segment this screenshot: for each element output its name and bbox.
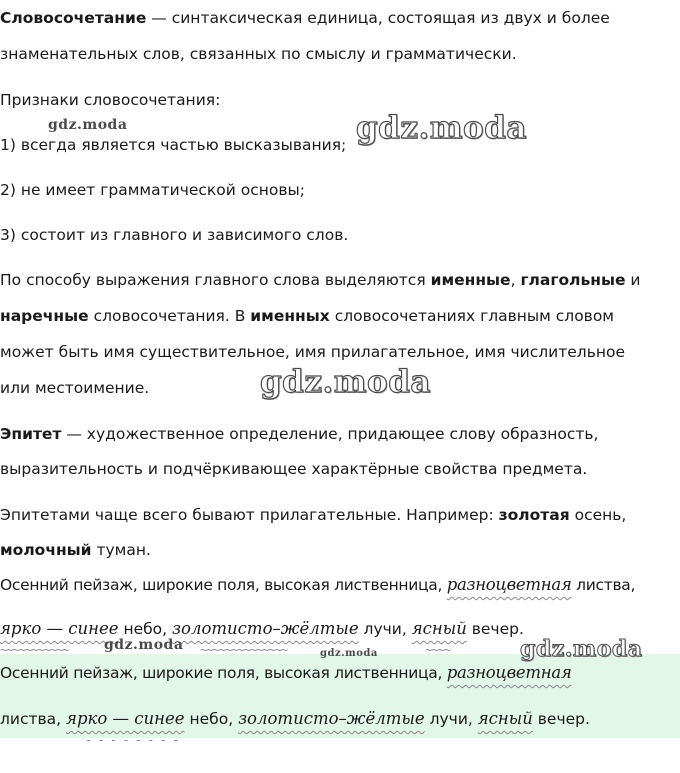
- squiggle-decoration: - - - - - - - -: [85, 733, 179, 747]
- watermark-logo: gdz.moda: [320, 648, 378, 659]
- epithet-underlined: ярко — синее: [0, 619, 119, 638]
- epithet-example-line-2: молочный туман.: [0, 541, 151, 559]
- squiggle-decoration: ~~~~~~~~~~~~~~: [200, 643, 288, 657]
- example-milky: молочный: [0, 541, 92, 559]
- term-verbal: глагольные: [520, 271, 626, 289]
- squiggle-decoration: ~~~~~~~~~~~: [0, 643, 69, 657]
- exercise-line-1: Осенний пейзаж, широкие поля, высокая лиственница, разноцветная листва,: [0, 575, 636, 594]
- feature-item-3: 3) состоит из главного и зависимого слов.: [0, 226, 349, 244]
- watermark-logo: gdz.moda: [356, 110, 527, 146]
- definition-phrase-line-1: [0, 8, 610, 28]
- features-heading: Признаки словосочетания:: [0, 91, 221, 109]
- term-nominal: именные: [430, 271, 511, 289]
- watermark-logo: gdz.moda: [520, 636, 643, 662]
- epithet-example-line-1: Эпитетами чаще всего бывают прилагательные. Например: золотая осень,: [0, 506, 627, 524]
- squiggle-decoration: ~~~~: [425, 643, 450, 657]
- types-line-2: наречные словосочетания. В именных словосочетаниях главным словом: [0, 307, 614, 325]
- epithet-underlined: ярко — синее: [66, 709, 185, 728]
- epithet-def-line-1: Эпитет — художественное определение, придающее слову образность,: [0, 425, 599, 443]
- epithet-underlined: ясный: [411, 619, 467, 638]
- term-nominal-2: именных: [250, 307, 330, 325]
- definition-phrase-line-2: знаменательных слов, связанных по смыслу и грамматически.: [0, 45, 517, 63]
- watermark-logo: gdz.moda: [260, 364, 431, 400]
- term-phrase: Словосочетание: [0, 9, 147, 27]
- answer-line-1: Осенний пейзаж, широкие поля, высокая лиственница, разноцветная: [0, 663, 572, 682]
- exercise-line-2: ярко — синее небо, золотисто–жёлтые лучи, ясный вечер.: [0, 619, 524, 638]
- types-line-4: или местоимение.: [0, 379, 150, 397]
- types-line-1: По способу выражения главного слова выделяются именные, глагольные и: [0, 271, 641, 289]
- term-adverbial: наречные: [0, 307, 89, 325]
- watermark-logo: gdz.moda: [104, 637, 184, 653]
- watermark-logo: gdz.moda: [48, 117, 128, 133]
- feature-item-2: 2) не имеет грамматической основы;: [0, 181, 305, 199]
- epithet-underlined: разноцветная: [446, 663, 572, 682]
- epithet-underlined: ясный: [477, 709, 533, 728]
- term-epithet: Эпитет: [0, 425, 62, 443]
- epithet-def-line-2: выразительность и подчёркивающее характёрные свойства предмета.: [0, 460, 588, 478]
- epithet-underlined: разноцветная: [446, 575, 572, 594]
- epithet-underlined: золотисто–жёлтые: [238, 709, 425, 728]
- definition-text: — синтаксическая единица, состоящая из двух и более: [146, 9, 610, 27]
- example-golden: золотая: [498, 506, 570, 524]
- epithet-underlined: золотисто–жёлтые: [172, 619, 359, 638]
- types-line-3: может быть имя существительное, имя прилагательное, имя числительное: [0, 343, 625, 361]
- answer-line-2: листва, ярко — синее небо, золотисто–жёлтые лучи, ясный вечер.: [0, 709, 590, 728]
- feature-item-1: 1) всегда является частью высказывания;: [0, 136, 347, 154]
